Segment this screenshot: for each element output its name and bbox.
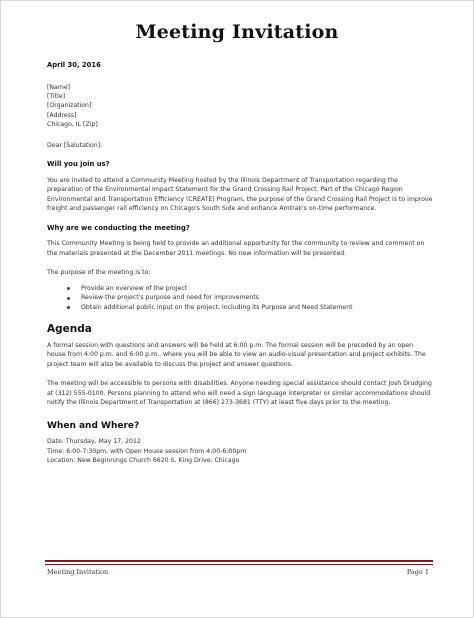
purpose-list bbox=[47, 284, 433, 313]
address-line: [Name] bbox=[47, 83, 71, 91]
question-join: Will you join us? bbox=[47, 160, 110, 169]
address-line: [Title] bbox=[47, 92, 66, 100]
when-line: Location: New Beginnings Church 6620 S. King Drive, Chicago bbox=[47, 457, 240, 465]
paragraph-agenda: A formal session with questions and answers will be held at 6:00 p.m. The formal session will be preceded by an open house from 4:00 p.m. and 6:00 p.m., where you will be able to view an audio-visual presentation and project exhibits. The project team will also be available to discuss the project and answer questions. bbox=[47, 341, 426, 368]
address-line: [Address] bbox=[47, 111, 77, 119]
footer-rule-thick bbox=[45, 560, 433, 562]
address-line: Chicago, IL [Zip] bbox=[47, 121, 98, 129]
when-where-heading: When and Where? bbox=[47, 420, 140, 431]
footer-page-number: Page 1 bbox=[406, 568, 429, 576]
footer-title: Meeting Invitation bbox=[47, 568, 109, 576]
paragraph-accessibility: The meeting will be accessible to persons with disabilities. Anyone needing special assistance should contact Josh Drudging at (312) 555-0100. Persons planning to attend who will need a sign language interpreter or similar accommodations should notify the Illinois Department of Transportation at (866) 273-3681 (TTY) at least five days prior to the meeting. bbox=[47, 380, 432, 407]
address-line: [Organization] bbox=[47, 102, 92, 110]
when-where-block bbox=[47, 437, 433, 465]
letter-date: April 30, 2016 bbox=[47, 61, 101, 69]
salutation: Dear [Salutation]: bbox=[47, 141, 103, 149]
paragraph-purpose-intro: The purpose of the meeting is to: bbox=[47, 269, 151, 277]
when-line: Date: Thursday, May 17, 2012 bbox=[47, 438, 141, 446]
agenda-heading: Agenda bbox=[47, 323, 92, 336]
list-item: Obtain additional public input on the project, including its Purpose and Need Statement bbox=[67, 303, 433, 313]
document-title: Meeting Invitation bbox=[135, 21, 339, 43]
paragraph-intro: You are invited to attend a Community Meeting hosted by the Illinois Department of Transportation regarding the preparation of the Environmental Impact Statement for the Grand Crossing Rail Project. Part of the Chicago Region Environmental and Transportation Efficiency (CREATE) Program, the purpose of the Grand Crossing Rail Project is to improve freight and passenger rail efficiency on Chicago's South Side and enhance Amtrak's on-time performance. bbox=[47, 176, 433, 213]
list-item: Review the project's purpose and need for improvements bbox=[67, 293, 433, 303]
list-item: Provide an overview of the project bbox=[67, 284, 433, 294]
address-block bbox=[47, 83, 433, 130]
when-line: Time: 6:00-7:30pm, with Open House session from 4:00-6:00pm bbox=[47, 447, 247, 455]
question-why: Why are we conducting the meeting? bbox=[47, 223, 190, 232]
footer-rule-thin bbox=[45, 564, 433, 565]
paragraph-purpose: This Community Meeting is being held to provide an additional opportunity for the community to review and comment on the materials presented at the December 2011 meetings. No new information will be presented. bbox=[47, 240, 425, 257]
document-body bbox=[47, 61, 433, 466]
